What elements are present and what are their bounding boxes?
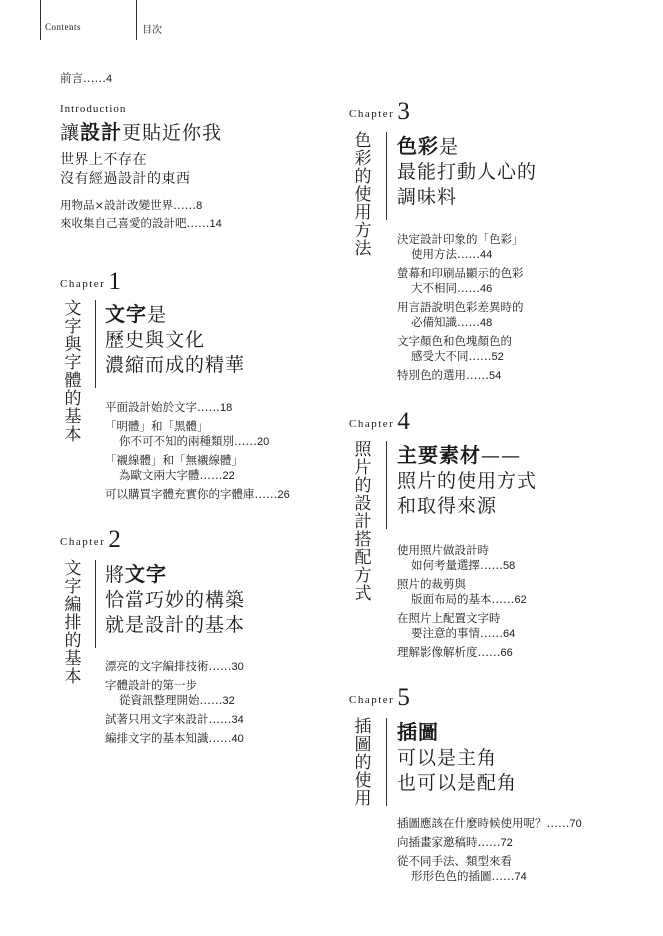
chapter-4-items (397, 543, 527, 661)
chapter-5-title: 插圖 可以是主角 也可以是配角 (397, 720, 518, 794)
toc-entry[interactable]: 「明體」和「黑體」 你不可不知的兩種類別……20 (105, 419, 270, 448)
chapter-3-items (397, 232, 524, 384)
toc-entry[interactable]: 決定設計印象的「色彩」 使用方法……44 (397, 232, 524, 261)
toc-entry[interactable]: 插圖應該在什麼時候使用呢？……70 (397, 816, 582, 830)
toc-entry[interactable]: 特別色的選用……54 (397, 368, 502, 382)
header-contents-zh: 目次 (142, 25, 162, 36)
chapter-5-vertical-title: 插 圖 的 使 用 (354, 717, 372, 809)
toc-entry[interactable]: 字體設計的第一步 從資訊整理開始……32 (105, 678, 235, 707)
toc-entry[interactable]: 用物品×設計改變世界……8 (60, 198, 203, 212)
toc-entry[interactable]: 使用照片做設計時 如何考量選擇……58 (397, 543, 516, 572)
toc-entry[interactable]: 編排文字的基本知識……40 (105, 731, 244, 745)
intro-label: Introduction (60, 103, 127, 115)
toc-entry[interactable]: 螢幕和印刷品顯示的色彩 大不相同……46 (397, 266, 524, 295)
chapter-3-rule (386, 132, 387, 220)
toc-entry[interactable]: 平面設計始於文字……18 (105, 400, 233, 414)
intro-subtitle: 世界上不存在 沒有經過設計的東西 (60, 152, 191, 187)
toc-entry[interactable]: 可以購買字體充實你的字體庫……26 (105, 487, 290, 501)
chapter-5-items (397, 816, 582, 885)
toc-entry[interactable]: 來收集自己喜愛的設計吧……14 (60, 216, 222, 230)
toc-entry[interactable]: 文字顏色和色塊顏色的 感受大不同……52 (397, 334, 512, 363)
intro-title: 讓設計更貼近你我 (60, 120, 223, 144)
chapter-4-rule (386, 441, 387, 529)
toc-entry[interactable]: 用言語說明色彩差異時的 必備知識……48 (397, 300, 524, 329)
intro-items (60, 197, 222, 233)
chapter-2-items (105, 659, 244, 747)
chapter-1-label: Chapter 1 (60, 268, 121, 295)
chapter-4-vertical-title: 照 片 的 設 計 搭 配 方 式 (354, 440, 372, 604)
chapter-4-label: Chapter 4 (349, 408, 410, 435)
header-left-rule (40, 0, 41, 40)
chapter-1-title: 文字是 歷史與文化 濃縮而成的精華 (105, 302, 246, 376)
chapter-1-items (105, 400, 290, 503)
toc-entry[interactable]: 在照片上配置文字時 要注意的事情……64 (397, 611, 516, 640)
preface-entry[interactable]: 前言……4 (60, 71, 113, 85)
chapter-3-label: Chapter 3 (349, 98, 410, 125)
toc-entry[interactable]: 「襯線體」和「無襯線體」 為歐文兩大字體……22 (105, 453, 243, 482)
chapter-2-vertical-title: 文 字 編 排 的 基 本 (64, 559, 82, 687)
chapter-3-title: 色彩是 最能打動人心的 調味料 (397, 134, 538, 208)
chapter-1-vertical-title: 文 字 與 字 體 的 基 本 (64, 299, 82, 445)
page-number: 4 (106, 73, 113, 85)
toc-entry[interactable]: 向插畫家邀稿時……72 (397, 835, 513, 849)
chapter-2-label: Chapter 2 (60, 526, 121, 553)
toc-entry[interactable]: 試著只用文字來設計……34 (105, 712, 244, 726)
header-mid-rule (136, 0, 137, 40)
chapter-3-vertical-title: 色 彩 的 使 用 方 法 (354, 131, 372, 259)
toc-entry[interactable]: 理解影像解析度……66 (397, 645, 513, 659)
header-contents-en: Contents (45, 22, 82, 32)
chapter-2-title: 將文字 恰當巧妙的構築 就是設計的基本 (105, 562, 246, 636)
toc-entry[interactable]: 從不同手法、類型來看 形形色色的插圖……74 (397, 854, 527, 883)
toc-entry[interactable]: 漂亮的文字編排技術……30 (105, 659, 244, 673)
chapter-5-rule (386, 718, 387, 806)
chapter-2-rule (95, 560, 96, 648)
toc-entry[interactable]: 照片的裁剪與 版面布局的基本……62 (397, 577, 527, 606)
chapter-5-label: Chapter 5 (349, 684, 410, 711)
chapter-4-title: 主要素材—— 照片的使用方式 和取得來源 (397, 443, 538, 517)
chapter-1-rule (95, 300, 96, 388)
